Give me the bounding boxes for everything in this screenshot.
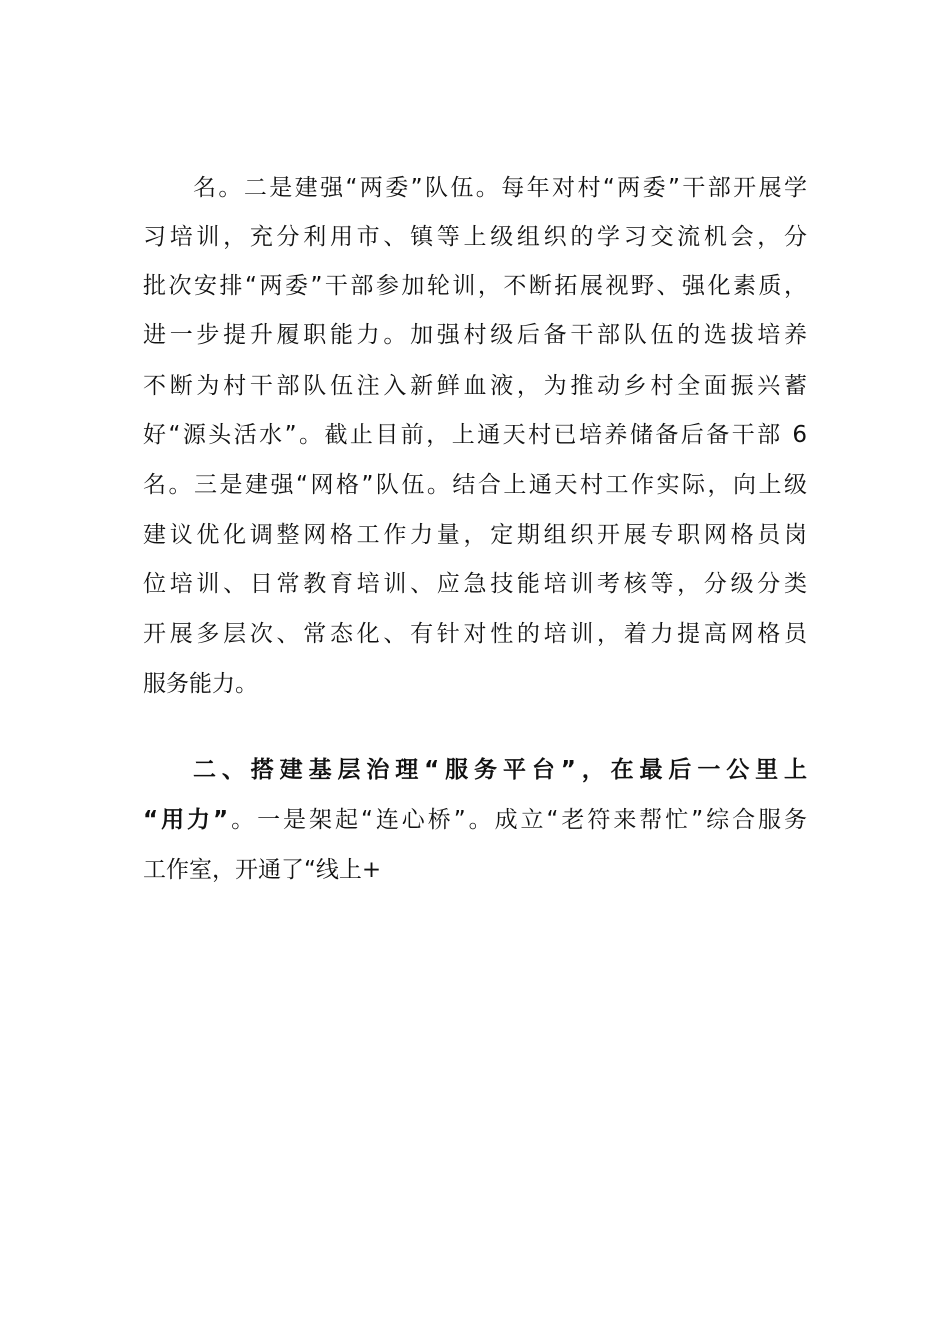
- paragraph1-line-7: 名。三是建强“网格”队伍。结合上通天村工作实际，向上级: [143, 472, 807, 498]
- paragraph1-line-9: 位培训、日常教育培训、应急技能培训考核等，分级分类: [143, 571, 807, 597]
- paragraph1-line-4: 进一步提升履职能力。加强村级后备干部队伍的选拔培养: [143, 322, 807, 348]
- paragraph1-line-8: 建议优化调整网格工作力量，定期组织开展专职网格员岗: [143, 522, 807, 548]
- paragraph1-line-10: 开展多层次、常态化、有针对性的培训，着力提高网格员: [143, 621, 807, 647]
- paragraph2-line-3: 工作室，开通了“线上+: [143, 857, 382, 883]
- paragraph1-line-6: 好“源头活水”。截止目前，上通天村已培养储备后备干部 6: [143, 422, 807, 448]
- section-heading: 二、搭建基层治理“服务平台”，在最后一公里上: [193, 757, 807, 783]
- paragraph1-line-3: 批次安排“两委”干部参加轮训，不断拓展视野、强化素质，: [143, 273, 807, 299]
- paragraph2-line-2: [143, 805, 807, 835]
- section-heading-continued: “用力”: [143, 807, 229, 833]
- paragraph1-line-11: 服务能力。: [143, 671, 258, 697]
- paragraph1-line-1: 名。二是建强“两委”队伍。每年对村“两委”干部开展学: [193, 175, 807, 201]
- paragraph1-line-5: 不断为村干部队伍注入新鲜血液，为推动乡村全面振兴蓄: [143, 373, 807, 399]
- paragraph1-line-2: 习培训，充分利用市、镇等上级组织的学习交流机会，分: [143, 224, 807, 250]
- paragraph2-line-2-text: 。一是架起“连心桥”。成立“老符来帮忙”综合服务: [228, 807, 807, 833]
